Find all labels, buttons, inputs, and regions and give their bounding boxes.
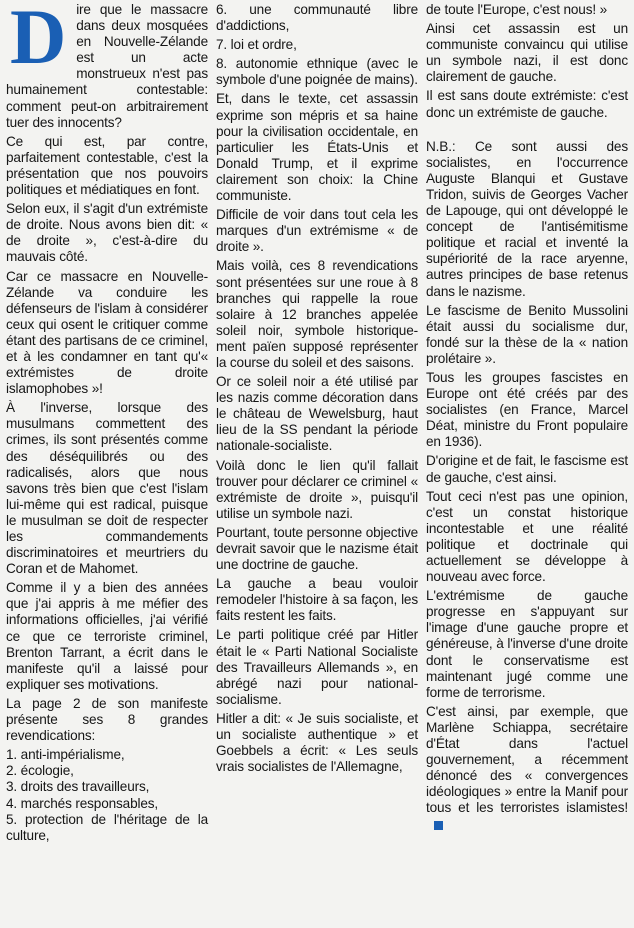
paragraph-final-text: C'est ainsi, par exemple, que Marlène Schiappa, secrétaire d'État dans l'actuel gouvernement, a récemment dénoncé des « convergences idéologiques » entre la Manif pour tous et les terroristes islamistes! <box>426 703 628 816</box>
list-item: 8. autonomie ethnique (avec le symbole d'une poignée de mains). <box>216 56 418 88</box>
paragraph: Et, dans le texte, cet assassin exprime son mépris et sa haine pour la civilisation occidentale, en particulier les États-Unis et Donald Trump, et il exprime clairement son choix: la Chine communiste. <box>216 91 418 204</box>
paragraph: Tous les groupes fascistes en Europe ont été créés par des socialistes (en France, Marcel Déat, ministre du Front populaire en 1936). <box>426 369 628 450</box>
paragraph: Mais voilà, ces 8 revendications sont présentées sur une roue à 8 branches qui rappelle la roue solaire à 12 branches appelée soleil noir, symbole historique-ment païen supposé représenter la course du soleil et des saisons. <box>216 258 418 370</box>
paragraph: Ainsi cet assassin est un communiste convaincu qui utilise un symbole nazi, il est donc clairement de gauche. <box>426 21 628 85</box>
list-item: 7. loi et ordre, <box>216 37 297 53</box>
article-column-3 <box>426 2 628 928</box>
paragraph: Pourtant, toute personne objective devrait savoir que le nazisme était une doctrine de gauche. <box>216 524 418 573</box>
list-item: 4. marchés responsables, <box>6 795 159 811</box>
paragraph-intro <box>6 2 208 131</box>
paragraph: Hitler a dit: « Je suis socialiste, et un socialiste authentique » et Goebbels a écrit: « Les seuls vrais socialistes de l'Allemagne, <box>216 710 418 775</box>
paragraph: Il est sans doute extrémiste: c'est donc un extrémiste de gauche. <box>426 88 628 120</box>
paragraph: Voilà donc le lien qu'il fallait trouver pour déclarer ce criminel « extrémiste de droite », puisqu'il utilise un symbole nazi. <box>216 457 418 521</box>
end-of-article-square-icon <box>434 821 443 830</box>
paragraph: Car ce massacre en Nouvelle-Zélande va conduire les défenseurs de l'islam à considérer ceux qui osent le critiquer comme étant des partisans de ce criminel, et à les condamner en tant qu'« extrémistes de droite islamophobes »! <box>6 268 208 397</box>
paragraph: Difficile de voir dans tout cela les marques d'un extrémisme « de droite ». <box>216 207 418 255</box>
paragraph-intro-text: ire que le massacre dans deux mosquées en Nouvelle-Zélande est un acte monstrueux n'est pas humainement contestable: comment peut-on arbitrairement tuer des innocents? <box>6 2 208 130</box>
paragraph: À l'inverse, lorsque des musulmans commettent des crimes, ils sont présentés comme des déséquilibrés ou des radicalisés, alors que nous savons très bien que c'est l'islam lui-même qui est radical, puisque le musulman se doit de respecter les commandements discriminatoires et meurtriers du Coran et de Mahomet. <box>6 400 208 577</box>
paragraph: Tout ceci n'est pas une opinion, c'est un constat historique incontestable et une réalité politique et doctrinale qui actuellement se développe à nouveau avec force. <box>426 488 628 585</box>
paragraph: Ce qui est, par contre, parfaitement contestable, c'est la présentation que nos pouvoirs politiques et médiatiques en font. <box>6 133 208 198</box>
paragraph: Selon eux, il s'agit d'un extrémiste de droite. Nous avons bien dit: « de droite », c'est-à-dire du mauvais côté. <box>6 201 208 265</box>
paragraph: Le fascisme de Benito Mussolini était aussi du socialisme dur, fondé sur la thèse de la « nation prolétaire ». <box>426 302 628 366</box>
demands-list-continued <box>216 2 418 88</box>
paragraph-note: N.B.: Ce sont aussi des socialistes, en l'occurrence Auguste Blanqui et Gustave Tridon, suivis de Georges Vacher de Lapouge, qui ont développé le concept de l'antisémitisme politique et racial et inventé la supériorité de la race aryenne, autres principes de base retenus dans le nazisme. <box>426 138 628 299</box>
paragraph: Or ce soleil noir a été utilisé par les nazis comme décoration dans le château de Wewelsburg, haut lieu de la SS pendant la période nationale-socialiste. <box>216 374 418 454</box>
article-column-1 <box>6 2 208 928</box>
list-item: 2. écologie, <box>6 763 74 779</box>
paragraph-final <box>426 704 628 833</box>
demands-list <box>6 747 208 844</box>
list-item: 5. protection de l'héritage de la culture, <box>6 811 208 843</box>
article-column-2 <box>216 2 418 928</box>
paragraph: La gauche a beau vouloir remodeler l'histoire à sa façon, les faits restent les faits. <box>216 576 418 624</box>
paragraph: D'origine et de fait, le fascisme est de gauche, c'est ainsi. <box>426 453 628 485</box>
paragraph: Le parti politique créé par Hitler était le « Parti National Socialiste des Travailleurs Allemands », en abrégé nazi pour national-socialisme. <box>216 627 418 707</box>
paragraph: L'extrémisme de gauche progresse en s'appuyant sur l'image d'une gauche propre et généreuse, à l'inverse d'une droite dont le conservatisme est maintenant jugé comme une forme de terrorisme. <box>426 588 628 700</box>
paragraph: de toute l'Europe, c'est nous! » <box>426 2 608 17</box>
paragraph: La page 2 de son manifeste présente ses 8 grandes revendications: <box>6 695 208 744</box>
list-item: 6. une communauté libre d'addictions, <box>216 2 418 34</box>
drop-cap-letter: D <box>10 0 67 80</box>
list-item: 1. anti-impérialisme, <box>6 747 125 763</box>
paragraph: Comme il y a bien des années que j'ai appris à me méfier des informations officielles, j'ai vérifié ce que ce terroriste criminel, Brenton Tarrant, a écrit dans le manifeste qu'il a laissé pour expliquer ses motivations. <box>6 580 208 692</box>
list-item: 3. droits des travailleurs, <box>6 779 150 795</box>
